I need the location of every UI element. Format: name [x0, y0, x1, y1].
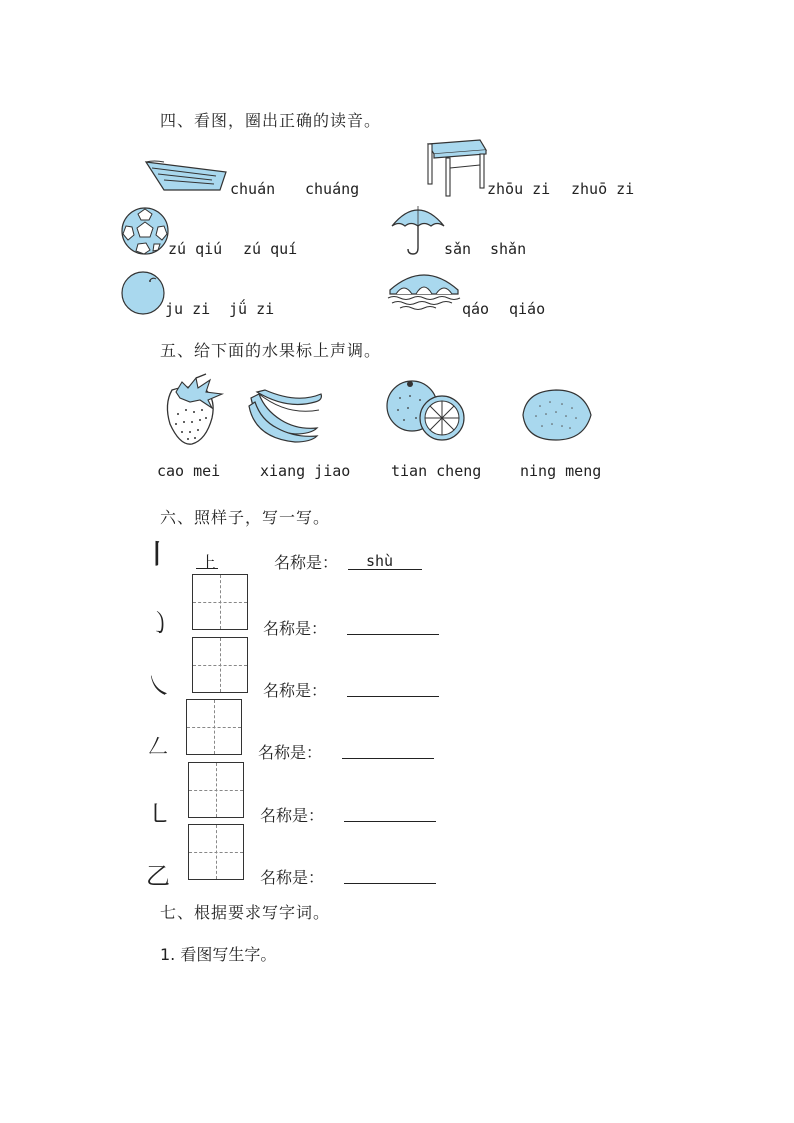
- umbrella-icon: [390, 202, 446, 258]
- name-label: 名称是：: [274, 553, 339, 572]
- pinyin-option[interactable]: zhuō zi: [571, 180, 635, 198]
- section7-sub1: 1. 看图写生字。: [160, 945, 277, 964]
- answer-line[interactable]: [344, 821, 436, 822]
- soccer-ball-icon: [120, 206, 170, 256]
- stroke-shu-wan: ㇄: [146, 800, 173, 830]
- pinyin-option[interactable]: jǘ zi: [229, 300, 275, 318]
- orange-icon: [120, 270, 166, 316]
- banana-icon: [247, 390, 325, 444]
- section6-title: 六、照样子，写一写。: [160, 508, 331, 527]
- stroke-shu-wan-gou: ㇁: [146, 609, 173, 639]
- pinyin-option[interactable]: chuán: [230, 180, 276, 198]
- strawberry-icon: [162, 374, 226, 446]
- example-answer: shù: [366, 552, 394, 570]
- pinyin-option[interactable]: qiáo: [509, 300, 546, 318]
- example-char: 上: [200, 553, 217, 572]
- answer-line[interactable]: [347, 696, 439, 697]
- pinyin-option[interactable]: zhōu zi: [487, 180, 551, 198]
- stroke-pie-dian: 𠃋: [148, 734, 168, 758]
- fruit-pinyin: tian cheng: [391, 462, 482, 480]
- pinyin-option[interactable]: sǎn: [444, 240, 472, 258]
- section4-title: 四、看图，圈出正确的读音。: [160, 111, 382, 130]
- section5-title: 五、给下面的水果标上声调。: [160, 341, 382, 360]
- writing-grid[interactable]: [188, 762, 244, 818]
- answer-line[interactable]: [344, 883, 436, 884]
- name-label: 名称是：: [263, 619, 328, 638]
- pinyin-option[interactable]: ju zi: [165, 300, 211, 318]
- table-icon: [424, 138, 488, 196]
- stroke-na: ㇏: [146, 672, 173, 702]
- pinyin-option[interactable]: shǎn: [490, 240, 527, 258]
- answer-line[interactable]: [347, 634, 439, 635]
- name-label: 名称是：: [263, 681, 328, 700]
- stroke-heng-zhe-wan-gou: 乙: [146, 862, 170, 890]
- writing-grid[interactable]: [192, 574, 248, 630]
- bridge-icon: [386, 266, 462, 310]
- answer-line[interactable]: [342, 758, 434, 759]
- section7-title: 七、根据要求写字词。: [160, 903, 331, 922]
- writing-grid[interactable]: [188, 824, 244, 880]
- fruit-pinyin: xiang jiao: [260, 462, 351, 480]
- lemon-icon: [520, 388, 594, 442]
- pinyin-option[interactable]: zú qiú: [168, 240, 223, 258]
- boat-icon: [144, 158, 228, 196]
- stroke-shu: 丨: [144, 540, 171, 570]
- fruit-pinyin: ning meng: [520, 462, 602, 480]
- pinyin-option[interactable]: zú quí: [243, 240, 298, 258]
- pinyin-option[interactable]: chuáng: [305, 180, 360, 198]
- writing-grid[interactable]: [186, 699, 242, 755]
- tangerine-icon: [384, 378, 468, 444]
- pinyin-option[interactable]: qáo: [462, 300, 490, 318]
- name-label: 名称是：: [260, 806, 325, 825]
- example-char-underline: [196, 568, 218, 569]
- name-label: 名称是：: [260, 868, 325, 887]
- writing-grid[interactable]: [192, 637, 248, 693]
- name-label: 名称是：: [258, 743, 323, 762]
- fruit-pinyin: cao mei: [157, 462, 221, 480]
- answer-line: [348, 569, 422, 570]
